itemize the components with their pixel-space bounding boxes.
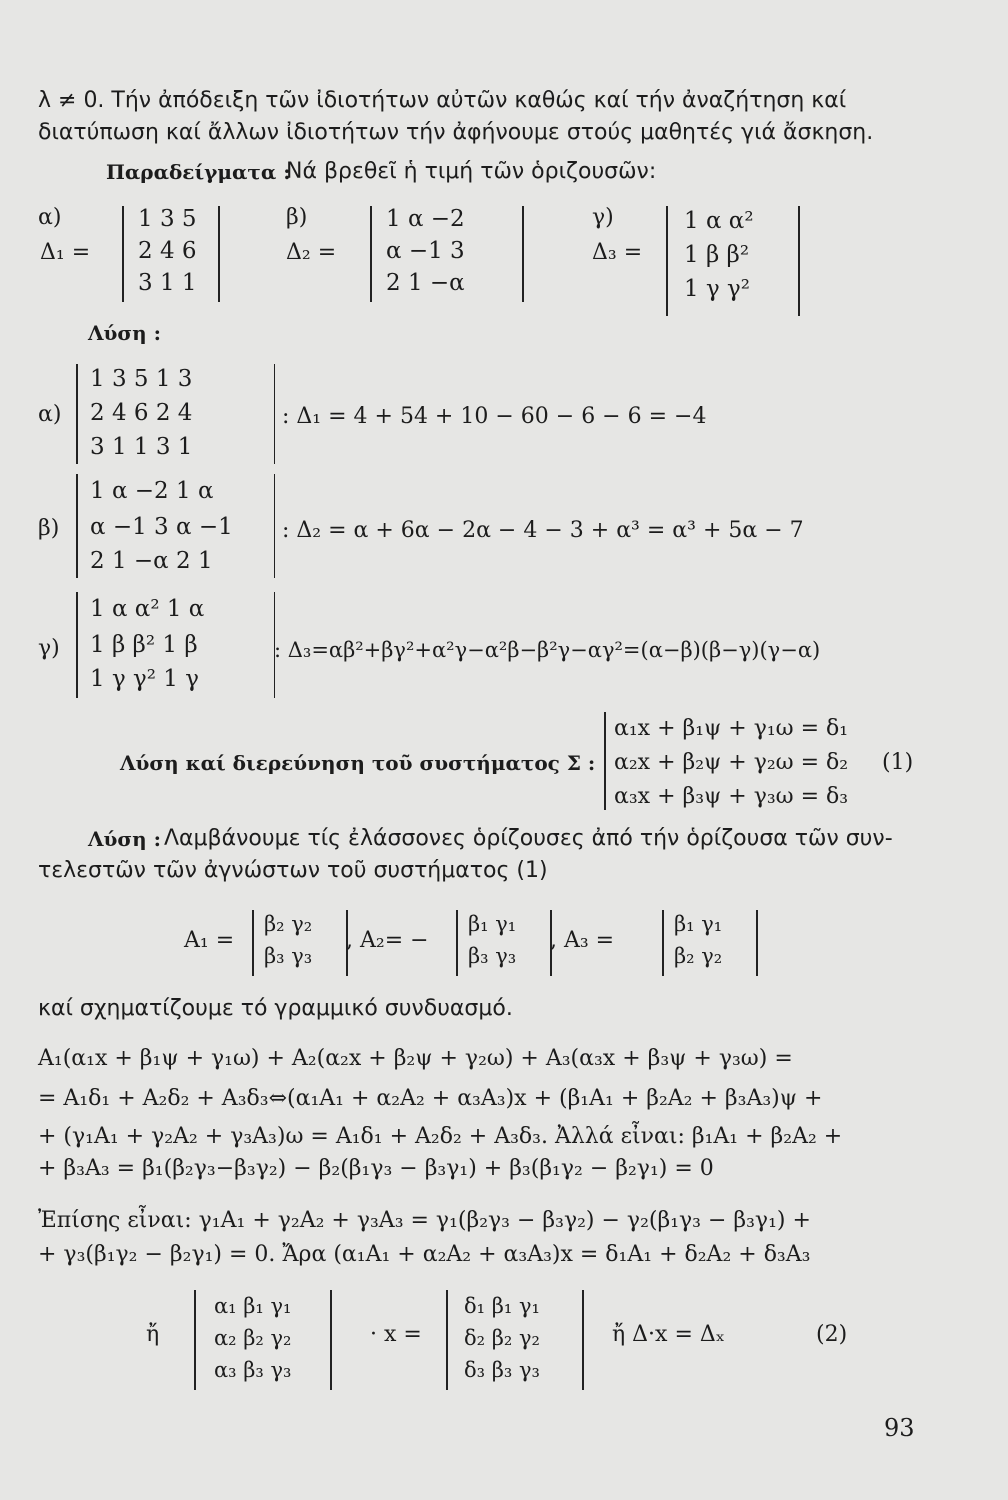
det-row: β₁ γ₁ — [674, 912, 723, 936]
solution-g-label: γ) — [38, 636, 60, 661]
final-or-2: ἤ Δ·x = Δₓ — [612, 1322, 726, 1347]
sarrus-row: 1 β β² 1 β — [90, 632, 198, 658]
math-line-1: A₁(α₁x + β₁ψ + γ₁ω) + A₂(α₂x + β₂ψ + γ₂ω) + A₃(α₃x + β₃ψ + γ₃ω) = — [38, 1046, 793, 1071]
det-row: 3 1 1 — [138, 270, 197, 296]
determinant-delta2 — [370, 206, 524, 302]
math-line-4: + β₃A₃ = β₁(β₂γ₃−β₃γ₂) − β₂(β₁γ₃ − β₃γ₁) + β₃(β₁γ₂ − β₂γ₁) = 0 — [38, 1156, 714, 1181]
sarrus-row: 2 4 6 2 4 — [90, 400, 193, 426]
solution-a-label: α) — [38, 402, 62, 427]
system-eq-3: α₃x + β₃ψ + γ₃ω = δ₃ — [614, 784, 849, 809]
det-row: 1 α −2 — [386, 206, 465, 232]
system-eq-2: α₂x + β₂ψ + γ₂ω = δ₂ — [614, 750, 849, 775]
sarrus-table-b — [76, 474, 275, 578]
det-row: 1 γ γ² — [684, 276, 750, 302]
solution-g-result: : Δ₃=αβ²+βγ²+α²γ−α²β−β²γ−αγ²=(α−β)(β−γ)(γ−α) — [274, 638, 821, 662]
example-a-name: Δ₁ = — [40, 240, 91, 265]
sarrus-row: 1 α −2 1 α — [90, 478, 214, 504]
minor-A3-det — [662, 910, 758, 976]
det-row: β₁ γ₁ — [468, 912, 517, 936]
det-row: β₃ γ₃ — [468, 944, 517, 968]
det-row: β₂ γ₂ — [674, 944, 723, 968]
math-line-3: + (γ₁A₁ + γ₂A₂ + γ₃A₃)ω = A₁δ₁ + A₂δ₂ + A₃δ₃. Ἀλλά εἶναι: β₁A₁ + β₂A₂ + — [38, 1124, 843, 1149]
intro-line-1: λ ≠ 0. Τήν ἀπόδειξη τῶν ἰδιοτήτων αὐτῶν καθώς καί τήν ἀναζήτηση καί — [38, 88, 847, 113]
determinant-delta3 — [666, 206, 800, 316]
example-b-label: β) — [286, 205, 308, 230]
det-row: β₃ γ₃ — [264, 944, 313, 968]
final-times-x: · x = — [370, 1322, 422, 1347]
system-eq-number: (1) — [882, 750, 914, 775]
final-eq-number: (2) — [816, 1322, 848, 1347]
examples-heading: Παραδείγματα : — [106, 160, 291, 184]
determinant-delta1 — [122, 206, 220, 302]
intro-line-2: διατύπωση καί ἄλλων ἰδιοτήτων τήν ἀφήνουμε στούς μαθητές γιά ἄσκηση. — [38, 120, 874, 145]
math-line-6: + γ₃(β₁γ₂ − β₂γ₁) = 0. Ἄρα (α₁A₁ + α₂A₂ + α₃A₃)x = δ₁A₁ + δ₂A₂ + δ₃A₃ — [38, 1242, 811, 1267]
sarrus-row: α −1 3 α −1 — [90, 514, 233, 540]
det-row: δ₂ β₂ γ₂ — [464, 1326, 540, 1350]
example-b-name: Δ₂ = — [286, 240, 337, 265]
det-row: 1 α α² — [684, 208, 754, 234]
system-eq-1: α₁x + β₁ψ + γ₁ω = δ₁ — [614, 716, 849, 741]
determinant-Dx — [446, 1290, 584, 1390]
page-number: 93 — [884, 1414, 915, 1442]
system-heading: Λύση καί διερεύνηση τοῦ συστήματος Σ : — [120, 751, 596, 775]
solution-a-result: : Δ₁ = 4 + 54 + 10 − 60 − 6 − 6 = −4 — [282, 404, 707, 429]
solution-heading: Λύση : — [88, 321, 162, 345]
det-row: 2 1 −α — [386, 270, 465, 296]
det-row: β₂ γ₂ — [264, 912, 313, 936]
example-a-label: α) — [38, 205, 62, 230]
sarrus-table-g — [76, 592, 275, 698]
solution-b-result: : Δ₂ = α + 6α − 2α − 4 − 3 + α³ = α³ + 5α − 7 — [282, 518, 804, 543]
solve-heading: Λύση : — [88, 827, 162, 851]
minor-A2-label: , A₂= − — [346, 928, 429, 953]
sarrus-row: 1 γ γ² 1 γ — [90, 666, 199, 692]
det-row: δ₁ β₁ γ₁ — [464, 1294, 540, 1318]
det-row: α₂ β₂ γ₂ — [214, 1326, 292, 1350]
math-line-2: = A₁δ₁ + A₂δ₂ + A₃δ₃⇔(α₁A₁ + α₂A₂ + α₃A₃)x + (β₁A₁ + β₂A₂ + β₃A₃)ψ + — [38, 1086, 823, 1111]
sarrus-row: 1 α α² 1 α — [90, 596, 205, 622]
solve-text-2: τελεστῶν τῶν ἀγνώστων τοῦ συστήματος (1) — [38, 858, 548, 883]
sarrus-row: 2 1 −α 2 1 — [90, 548, 213, 574]
system-brace — [604, 712, 606, 810]
solve-text-1: Λαμβάνουμε τίς ἐλάσσονες ὁρίζουσες ἀπό τήν ὁρίζουσα τῶν συν- — [164, 826, 893, 851]
solution-b-label: β) — [38, 516, 60, 541]
sarrus-row: 3 1 1 3 1 — [90, 434, 193, 460]
det-row: α₃ β₃ γ₃ — [214, 1358, 292, 1382]
det-row: α₁ β₁ γ₁ — [214, 1294, 292, 1318]
minor-A3-label: , A₃ = — [550, 928, 615, 953]
det-row: 1 3 5 — [138, 206, 197, 232]
sarrus-row: 1 3 5 1 3 — [90, 366, 193, 392]
minor-A1-det — [252, 910, 348, 976]
math-line-5: Ἐπίσης εἶναι: γ₁A₁ + γ₂A₂ + γ₃A₃ = γ₁(β₂γ₃ − β₃γ₂) − γ₂(β₁γ₃ − β₃γ₁) + — [38, 1208, 811, 1233]
example-g-name: Δ₃ = — [592, 240, 643, 265]
final-or-1: ἤ — [146, 1322, 160, 1347]
example-g-label: γ) — [592, 205, 614, 230]
det-row: α −1 3 — [386, 238, 465, 264]
det-row: 2 4 6 — [138, 238, 197, 264]
minor-A1-label: A₁ = — [184, 928, 235, 953]
det-row: 1 β β² — [684, 242, 750, 268]
determinant-D — [194, 1290, 332, 1390]
minor-A2-det — [456, 910, 552, 976]
det-row: δ₃ β₃ γ₃ — [464, 1358, 540, 1382]
examples-text: Νά βρεθεῖ ἡ τιμή τῶν ὁριζουσῶν: — [286, 159, 657, 184]
sarrus-table-a — [76, 364, 275, 464]
solve-text-3: καί σχηματίζουμε τό γραμμικό συνδυασμό. — [38, 996, 513, 1021]
